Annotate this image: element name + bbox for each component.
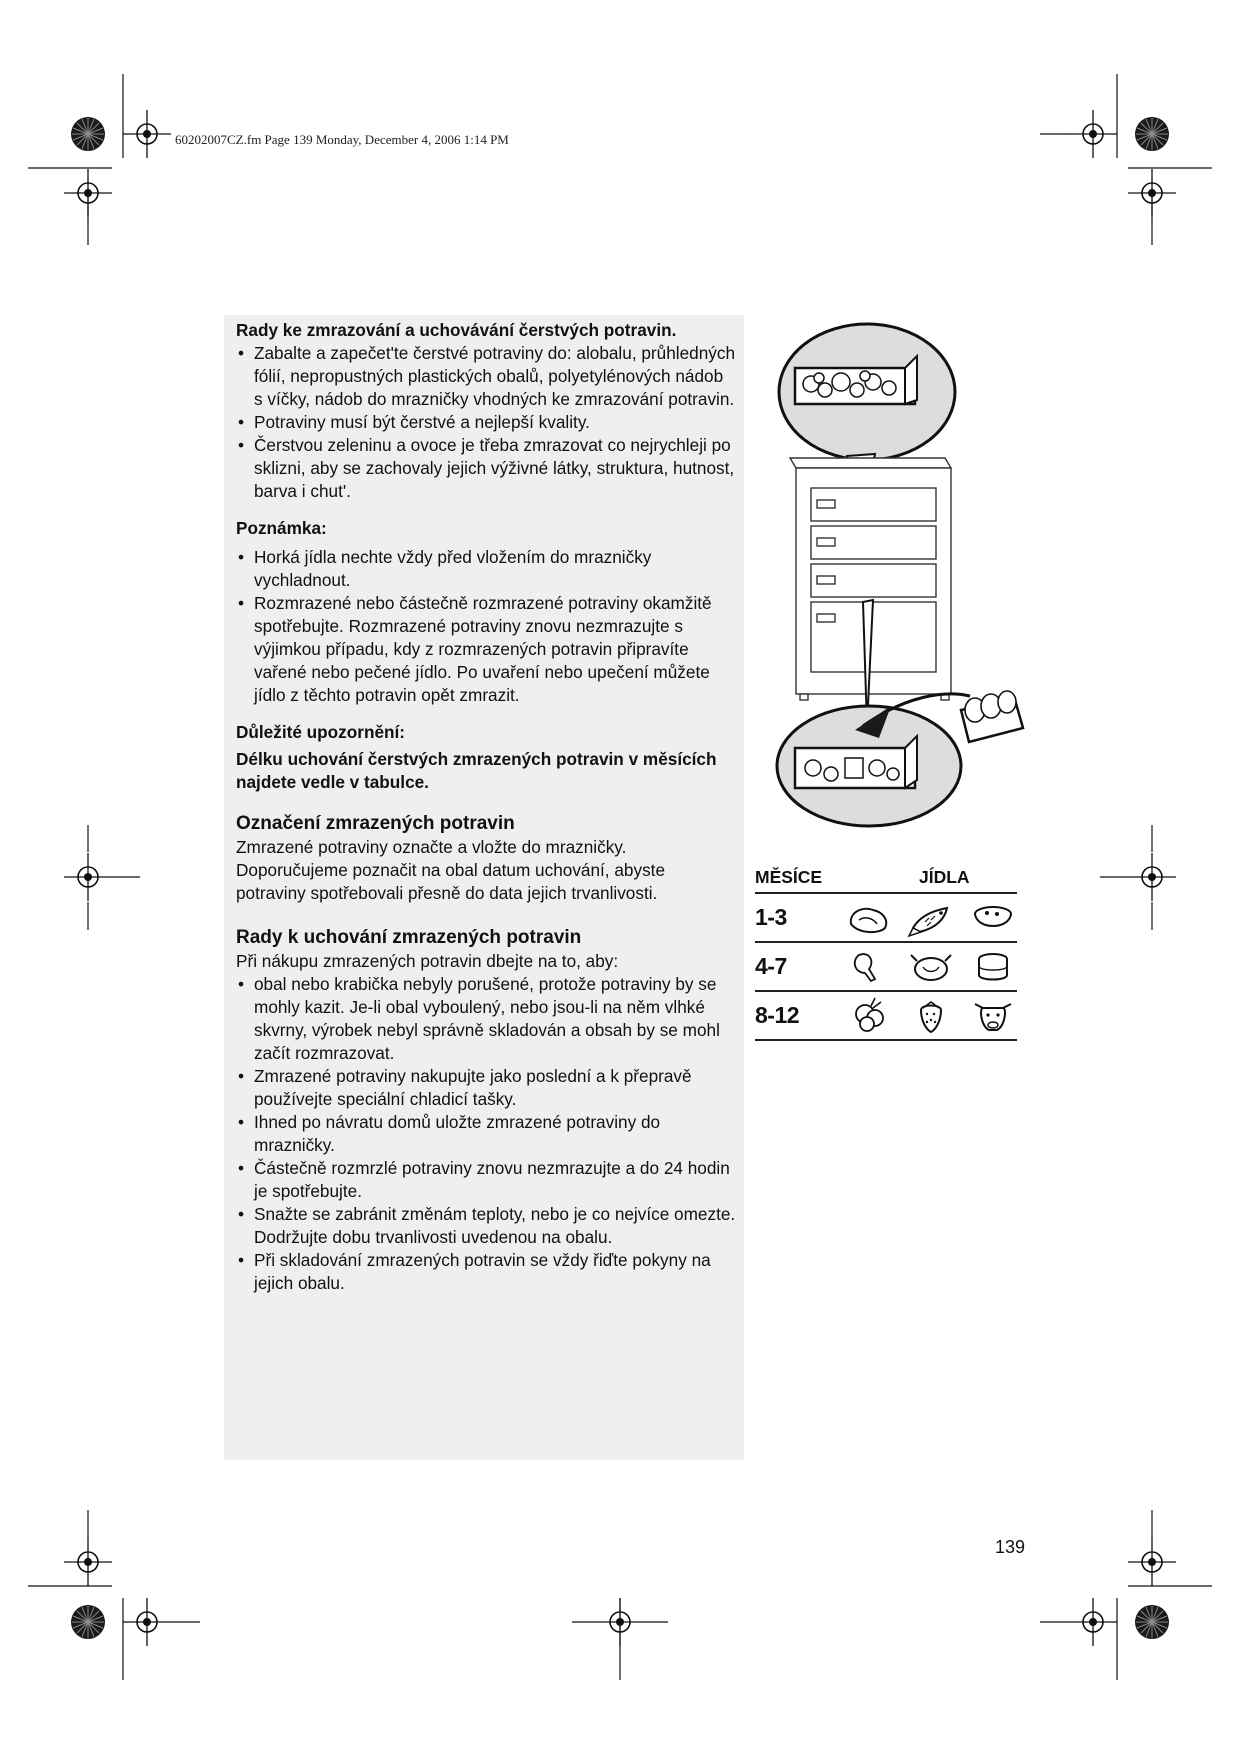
- labeling-line-1: Zmrazené potraviny označte a vložte do mrazničky.: [236, 837, 627, 857]
- soup-bowl-icon: [969, 898, 1017, 938]
- list-item: • Částečně rozmrzlé potraviny znovu nezmrazujte a do 24 hodin je spotřebujte.: [236, 1157, 736, 1203]
- poultry-leg-icon: [845, 947, 893, 987]
- storage-heading: Rady k uchování zmrazených potravin: [236, 927, 582, 948]
- vegetables-icon: [845, 996, 893, 1036]
- important-heading: Důležité upozornění:: [236, 722, 406, 742]
- table-row: [755, 992, 1017, 1041]
- storage-list: [236, 973, 736, 1295]
- months-value: 1-3: [755, 904, 787, 930]
- table-row: [755, 894, 1017, 943]
- labeling-heading: Označení zmrazených potravin: [236, 813, 515, 834]
- print-slug: 60202007CZ.fm Page 139 Monday, December 4, 2006 1:14 PM: [175, 132, 509, 147]
- list-item: • Rozmrazené nebo částečně rozmrazené potraviny okamžitě spotřebujte. Rozmrazené potraviny znovu nezmrazujte s výjimkou případu, kdy z rozmrazených potravin připravíte vařené nebo pečené jídlo. Po uvaření nebo upečení můžete jídlo z těchto potravin opět zmrazit.: [236, 592, 736, 707]
- strawberry-icon: [907, 996, 955, 1036]
- food-basket-icon: [961, 691, 1023, 742]
- fresh-food-heading: Rady ke zmrazování a uchovávání čerstvých potravin.: [236, 320, 677, 340]
- labeling-line-2: Doporučujeme poznačit na obal datum uchování, abyste potraviny spotřebovali přesně do data jejich trvanlivosti.: [236, 860, 665, 903]
- main-text-column: [236, 319, 736, 1295]
- food-column-header: JÍDLA: [919, 866, 970, 887]
- list-item: • Ihned po návratu domů uložte zmrazené potraviny do mrazničky.: [236, 1111, 736, 1157]
- important-text: Délku uchování čerstvých zmrazených potravin v měsících najdete vedle v tabulce.: [236, 749, 717, 792]
- storage-duration-table: [755, 862, 1017, 1041]
- table-row: [755, 943, 1017, 992]
- meat-icon: [845, 898, 893, 938]
- list-item: • Zabalte a zapečet'te čerstvé potraviny do: alobalu, průhledných fólií, nepropustných plastických obalů, polyetylénových nádob s víčky, nádob do mrazničky vhodných ke zmrazování potravin.: [236, 342, 736, 411]
- page-number: 139: [995, 1537, 1026, 1557]
- fresh-food-list: [236, 342, 736, 503]
- note-heading: Poznámka:: [236, 518, 327, 538]
- list-item: • Snažte se zabránit změnám teploty, nebo je co nejvíce omezte. Dodržujte dobu trvanlivosti uvedenou na obalu.: [236, 1203, 736, 1249]
- whole-chicken-icon: [907, 947, 955, 987]
- list-item: • Čerstvou zeleninu a ovoce je třeba zmrazovat co nejrychleji po sklizni, aby se zachovaly jejich výživné látky, struktura, hutnost, barva i chut'.: [236, 434, 736, 503]
- months-column-header: MĚSÍCE: [755, 866, 823, 887]
- list-item: • Horká jídla nechte vždy před vložením do mrazničky vychladnout.: [236, 546, 736, 592]
- cake-icon: [969, 947, 1017, 987]
- table-header: [755, 862, 1017, 894]
- months-value: 8-12: [755, 1002, 800, 1028]
- note-list: [236, 546, 736, 707]
- list-item: • Při skladování zmrazených potravin se vždy řiďte pokyny na jejich obalu.: [236, 1249, 736, 1295]
- list-item: • obal nebo krabička nebyly porušené, protože potraviny by se mohly kazit. Je-li obal vyboulený, nebo jsou-li na něm vlhké skvrny, výrobek nebyl správně skladován a obsah by se mohl začít rozmrazovat.: [236, 973, 736, 1065]
- fish-icon: [907, 898, 955, 938]
- cow-icon: [969, 996, 1017, 1036]
- storage-intro: Při nákupu zmrazených potravin dbejte na to, aby:: [236, 951, 619, 971]
- list-item: • Potraviny musí být čerstvé a nejlepší kvality.: [236, 411, 736, 434]
- months-value: 4-7: [755, 953, 787, 979]
- freezer-illustration: [755, 318, 1025, 828]
- list-item: • Zmrazené potraviny nakupujte jako poslední a k přepravě používejte speciální chladicí tašky.: [236, 1065, 736, 1111]
